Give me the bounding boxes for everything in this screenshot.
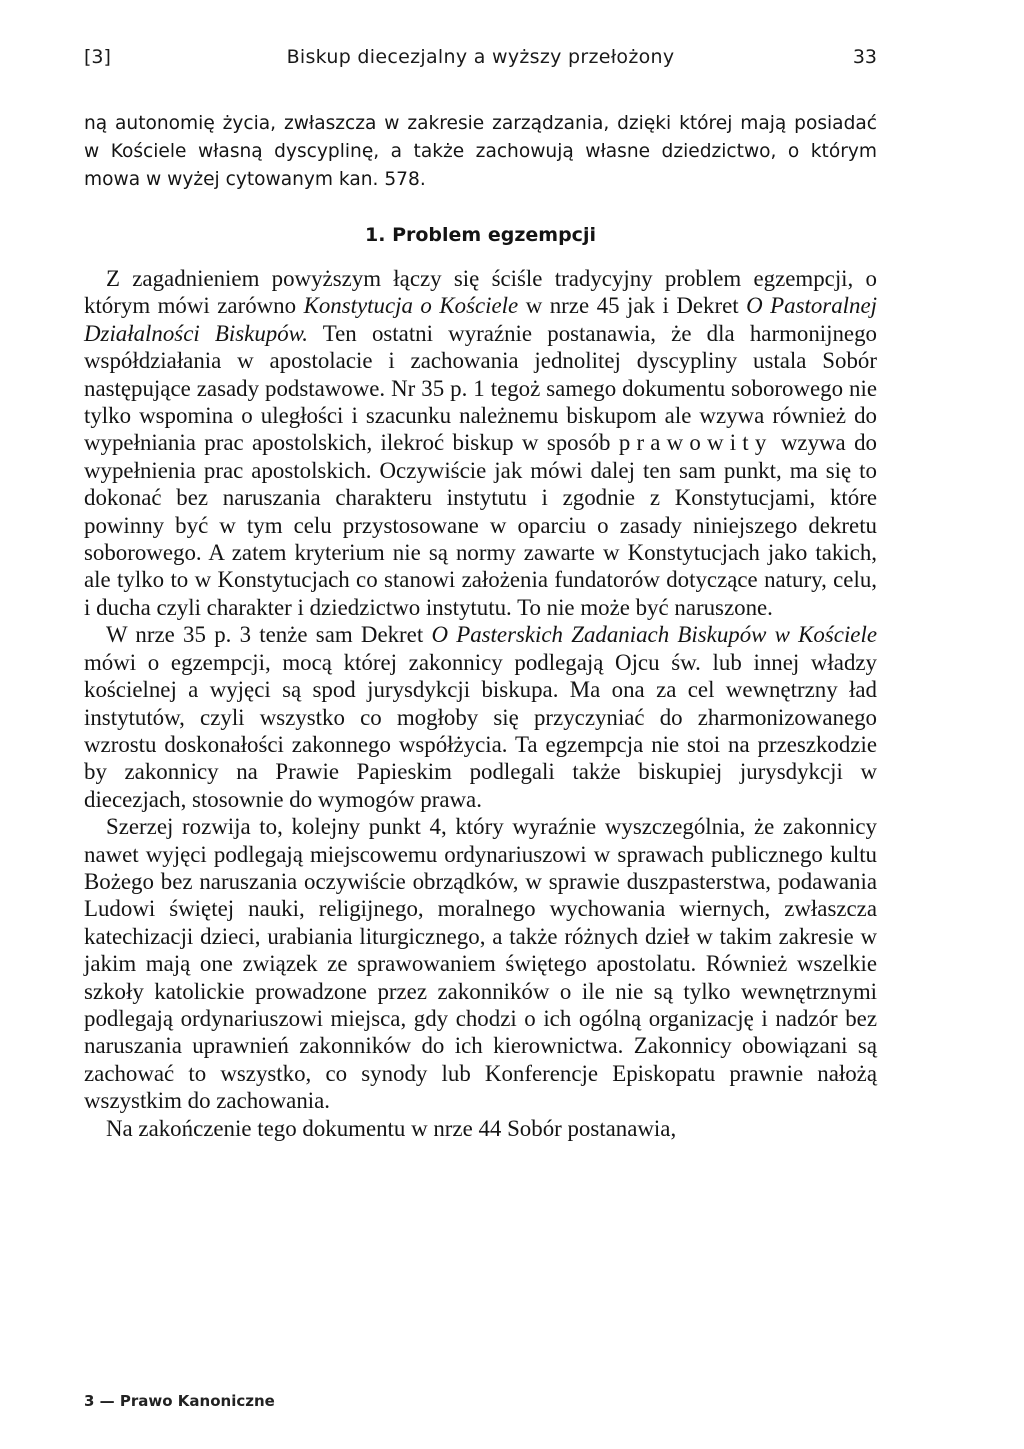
text-run: wzywa do wypełnienia prac apostolskich. Oczywiście jak mówi dalej ten sam punkt, ma się to dokonać bez naruszania charakteru instytutu i zgodnie z Konstytucjami, które powinny być w tym celu przystosowane w oparciu o zasady niniejszego dekretu soborowego. A zatem kryterium nie są normy zawarte w Konstytucjach jako takich, ale tylko to w Konstytucjach co stanowi założenia fundatorów dotyczące natury, celu, i ducha czyli charakter i dziedzictwo instytutu. To nie może być naruszone. <box>84 430 877 620</box>
text-run: mówi o egzempcji, mocą której zakonnicy podlegają Ojcu św. lub innej władzy kościelnej a wyjęci są spod jurysdykcji biskupa. Ma ona za cel wewnętrzny ład instytutów, czyli wszystko co mogłoby się przyczyniać do zharmonizowanego wzrostu doskonałości zakonnego współżycia. Ta egzempcja nie stoi na przeszkodzie by zakonnicy na Prawie Papieskim podlegali także biskupiej jurysdykcji w diecezjach, stosownie do wymogów prawa. <box>84 649 877 812</box>
section-marker: [3] <box>84 46 111 68</box>
italic-title: Konstytucja o Kościele <box>303 293 519 319</box>
italic-title: O Pasterskich Zadaniach Biskupów w Kościele <box>431 622 877 648</box>
intro-block <box>84 110 877 194</box>
paragraph-1 <box>84 265 877 621</box>
paragraph-4: Na zakończenie tego dokumentu w nrze 44 Sobór postanawia, <box>106 1115 677 1141</box>
page-number: 33 <box>852 46 877 68</box>
running-title: Biskup diecezjalny a wyższy przełożony <box>286 46 675 68</box>
intro-paragraph: ną autonomię życia, zwłaszcza w zakresie zarządzania, dzięki której mają posiadać w Kościele własną dyscyplinę, a także zachowują własne dziedzictwo, o którym mowa w wyżej cytowanym kan. 578. <box>84 113 877 190</box>
body-text <box>84 265 877 1142</box>
text-run: Z zagadnieniem powyższym łączy się ściśle tradycyjny problem egzempcji, o którym mówi zarówno <box>84 266 877 319</box>
document-page <box>84 46 877 1142</box>
text-run: W nrze 35 p. 3 tenże sam Dekret <box>106 622 432 648</box>
running-header <box>84 46 877 76</box>
paragraph-3: Szerzej rozwija to, kolejny punkt 4, który wyraźnie wyszczególnia, że zakonnicy nawet wyjęci podlegają miejscowemu ordynariuszowi w sprawach publicznego kultu Bożego bez naruszania oczywiście obrządków, w sprawie duszpasterstwa, podawania Ludowi świętej nauki, religijnego, moralnego wychowania wiernych, zwłaszcza katechizacji dzieci, urabiania liturgicznego, a także różnych dzieł w takim zakresie w jakim mają one związek ze sprawowaniem świętego apostolatu. Również wszelkie szkoły katolickie prowadzone przez zakonników o ile nie są tylko wewnętrznymi podlegają ordynariuszowi miejsca, gdy chodzi o ich ogólną organizację i nadzór bez naruszania uprawnień zakonników do ich kierownictwa. Zakonnicy obowiązani są zachować to wszystko, co synody lub Konferencje Episkopatu prawnie nałożą wszystkim do zachowania. <box>84 814 877 1114</box>
footer-signature: 3 — Prawo Kanoniczne <box>84 1392 275 1410</box>
text-run: Ten ostatni wyraźnie postanawia, że dla harmonijnego współdziałania w apostolacie i zachowania jednolitej dyscypliny ustala Sobór następujące zasady podstawowe. Nr 35 p. 1 tegoż samego dokumentu soborowego nie tylko wspomina o uległości i szacunku należnemu biskupom ale wzywa również do wypełniania prac apostolskich, ilekroć biskup w sposób <box>84 320 877 456</box>
italic-title: O Pastoralnej Działalności Biskupów. <box>84 293 877 346</box>
spaced-emphasis: prawowity <box>618 430 773 456</box>
section-heading: 1. Problem egzempcji <box>365 224 596 246</box>
text-run: w nrze 45 jak i Dekret <box>518 293 747 319</box>
paragraph-2 <box>84 621 877 813</box>
